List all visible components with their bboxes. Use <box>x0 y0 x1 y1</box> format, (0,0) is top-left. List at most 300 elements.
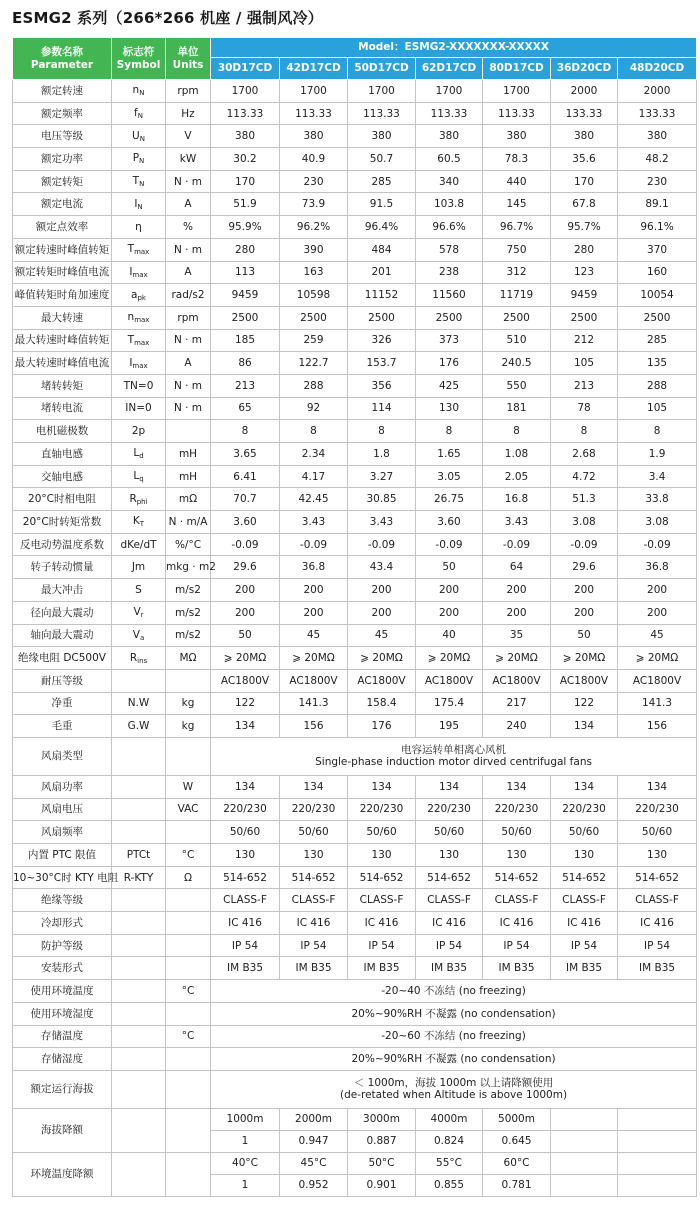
value-cell: 1700 <box>280 80 348 103</box>
temperature-derate-row <box>13 1152 697 1174</box>
symbol-cell <box>112 579 166 602</box>
value-cell: 380 <box>618 125 697 148</box>
value-cell: 50/60 <box>551 821 618 844</box>
value-cell: 16.8 <box>483 488 551 511</box>
value-cell: -0.09 <box>618 533 697 556</box>
value-cell: 2500 <box>483 306 551 329</box>
value-cell: 200 <box>618 601 697 624</box>
model-header-cell: 30D17CD <box>211 58 280 80</box>
parameter-cell: 额定转速时峰值转矩 <box>13 238 112 261</box>
value-cell: 130 <box>416 844 483 867</box>
value-cell: 50.7 <box>348 148 416 171</box>
value-cell: 73.9 <box>280 193 348 216</box>
table-row <box>13 261 697 284</box>
symbol-subscript: ins <box>137 656 148 665</box>
value-cell: 96.2% <box>280 216 348 239</box>
value-cell: 50/60 <box>280 821 348 844</box>
unit-cell: A <box>166 261 211 284</box>
value-cell: 133.33 <box>551 102 618 125</box>
value-cell: 36.8 <box>280 556 348 579</box>
table-row <box>13 125 697 148</box>
table-row <box>13 329 697 352</box>
parameter-cell: 额定转矩 <box>13 170 112 193</box>
symbol-cell <box>112 934 166 957</box>
value-cell: 175.4 <box>416 692 483 715</box>
env-value-cell: 20%~90%RH 不凝露 (no condensation) <box>211 1048 697 1071</box>
derate-value-cell: 0.781 <box>483 1174 551 1196</box>
value-cell: 380 <box>551 125 618 148</box>
value-cell: 130 <box>416 397 483 420</box>
value-cell: 45 <box>348 624 416 647</box>
value-cell: 105 <box>551 352 618 375</box>
value-cell: 50/60 <box>483 821 551 844</box>
value-cell: 2500 <box>280 306 348 329</box>
symbol-text: a <box>131 288 138 301</box>
symbol-text: L <box>133 447 140 460</box>
table-row <box>13 443 697 466</box>
derate-value-cell: 60°C <box>483 1152 551 1174</box>
parameter-cell: 反电动势温度系数 <box>13 533 112 556</box>
value-cell: 26.75 <box>416 488 483 511</box>
value-cell: 2500 <box>348 306 416 329</box>
value-cell: 29.6 <box>551 556 618 579</box>
symbol-text: S <box>135 583 142 596</box>
value-cell: 130 <box>618 844 697 867</box>
value-cell: 201 <box>348 261 416 284</box>
unit-cell: m/s2 <box>166 624 211 647</box>
value-cell: -0.09 <box>483 533 551 556</box>
symbol-text: T <box>127 333 135 346</box>
symbol-cell <box>112 1025 166 1048</box>
header-parameter <box>13 38 112 80</box>
value-cell: 50/60 <box>416 821 483 844</box>
parameter-cell: 使用环境湿度 <box>13 1002 112 1025</box>
value-cell: 380 <box>348 125 416 148</box>
fan-type-row <box>13 737 697 775</box>
value-cell: ⩾ 20MΩ <box>416 647 483 670</box>
table-row <box>13 912 697 935</box>
unit-cell <box>166 912 211 935</box>
value-cell: 390 <box>280 238 348 261</box>
symbol-text: R-KTY <box>123 871 154 884</box>
symbol-text: R <box>129 492 137 505</box>
parameter-cell: 堵转转矩 <box>13 374 112 397</box>
env-row <box>13 1025 697 1048</box>
parameter-cell: 风扇类型 <box>13 737 112 775</box>
derate-value-cell: 4000m <box>416 1108 483 1130</box>
symbol-cell <box>112 148 166 171</box>
value-cell: 35 <box>483 624 551 647</box>
value-cell: 288 <box>618 374 697 397</box>
value-cell: 4.72 <box>551 465 618 488</box>
value-cell: IP 54 <box>348 934 416 957</box>
value-cell: 134 <box>348 775 416 798</box>
value-cell: 200 <box>280 579 348 602</box>
value-cell: CLASS-F <box>618 889 697 912</box>
value-cell: 312 <box>483 261 551 284</box>
value-cell: IP 54 <box>211 934 280 957</box>
symbol-text: P <box>132 152 140 165</box>
value-cell: 134 <box>211 775 280 798</box>
symbol-subscript: N <box>139 89 145 98</box>
value-cell: 92 <box>280 397 348 420</box>
value-cell: 50 <box>211 624 280 647</box>
parameter-cell: 轴向最大震动 <box>13 624 112 647</box>
value-cell: 2500 <box>416 306 483 329</box>
symbol-cell <box>112 1108 166 1152</box>
unit-cell: °C <box>166 1025 211 1048</box>
unit-cell: mΩ <box>166 488 211 511</box>
value-cell: 1700 <box>483 80 551 103</box>
symbol-cell <box>112 1152 166 1196</box>
symbol-text: dKe/dT <box>120 538 157 551</box>
value-cell: 285 <box>348 170 416 193</box>
unit-cell <box>166 1152 211 1196</box>
value-cell: 550 <box>483 374 551 397</box>
table-row <box>13 844 697 867</box>
value-cell: IM B35 <box>551 957 618 980</box>
parameter-cell: 额定点效率 <box>13 216 112 239</box>
table-row <box>13 284 697 307</box>
parameter-cell: 绝缘等级 <box>13 889 112 912</box>
symbol-cell <box>112 102 166 125</box>
unit-cell: %/°C <box>166 533 211 556</box>
value-cell: 11719 <box>483 284 551 307</box>
symbol-text: PTCt <box>126 848 151 861</box>
table-row <box>13 533 697 556</box>
value-cell: CLASS-F <box>211 889 280 912</box>
unit-cell: N · m <box>166 238 211 261</box>
unit-cell: m/s2 <box>166 601 211 624</box>
table-row <box>13 170 697 193</box>
value-cell: 3.60 <box>211 511 280 534</box>
unit-cell: rad/s2 <box>166 284 211 307</box>
header-parameter-en: Parameter <box>30 58 94 71</box>
derate-value-cell <box>618 1130 697 1152</box>
value-cell: 156 <box>280 715 348 738</box>
value-cell: 2.05 <box>483 465 551 488</box>
derate-value-cell: 3000m <box>348 1108 416 1130</box>
value-cell: 185 <box>211 329 280 352</box>
value-cell: 340 <box>416 170 483 193</box>
value-cell: IM B35 <box>280 957 348 980</box>
table-row <box>13 889 697 912</box>
value-cell: 50/60 <box>348 821 416 844</box>
unit-cell <box>166 889 211 912</box>
value-cell: AC1800V <box>348 669 416 692</box>
table-row <box>13 624 697 647</box>
fan-type-description <box>211 737 697 775</box>
value-cell: -0.09 <box>280 533 348 556</box>
value-cell: 96.4% <box>348 216 416 239</box>
value-cell: 40 <box>416 624 483 647</box>
parameter-cell: 安装形式 <box>13 957 112 980</box>
symbol-cell <box>112 775 166 798</box>
parameter-cell: 绝缘电阻 DC500V <box>13 647 112 670</box>
symbol-cell <box>112 374 166 397</box>
parameter-cell: 耐压等级 <box>13 669 112 692</box>
value-cell: 134 <box>551 715 618 738</box>
header-symbol-en: Symbol <box>116 58 161 71</box>
value-cell: -0.09 <box>416 533 483 556</box>
value-cell: 8 <box>551 420 618 443</box>
table-row <box>13 601 697 624</box>
value-cell: 134 <box>280 775 348 798</box>
table-row <box>13 306 697 329</box>
symbol-cell <box>112 624 166 647</box>
value-cell: 3.08 <box>618 511 697 534</box>
altitude-line1: ＜ 1000m，海拔 1000m 以上请降额使用 <box>353 1077 554 1090</box>
value-cell: 1.8 <box>348 443 416 466</box>
altitude-derate-row <box>13 1108 697 1130</box>
value-cell: 380 <box>280 125 348 148</box>
header-symbol <box>112 38 166 80</box>
derate-value-cell <box>551 1130 618 1152</box>
symbol-subscript: phi <box>136 497 148 506</box>
value-cell: 170 <box>551 170 618 193</box>
unit-cell <box>166 1048 211 1071</box>
symbol-cell <box>112 669 166 692</box>
symbol-cell <box>112 329 166 352</box>
value-cell: 200 <box>416 579 483 602</box>
value-cell: 238 <box>416 261 483 284</box>
value-cell: CLASS-F <box>280 889 348 912</box>
table-row <box>13 934 697 957</box>
value-cell: 220/230 <box>348 798 416 821</box>
value-cell: 158.4 <box>348 692 416 715</box>
unit-cell: °C <box>166 980 211 1003</box>
parameter-cell: 峰值转矩时角加速度 <box>13 284 112 307</box>
value-cell: 200 <box>483 579 551 602</box>
table-row <box>13 556 697 579</box>
table-row <box>13 193 697 216</box>
symbol-cell <box>112 420 166 443</box>
unit-cell: kg <box>166 715 211 738</box>
unit-cell <box>166 669 211 692</box>
symbol-subscript: pk <box>137 293 146 302</box>
value-cell: IP 54 <box>416 934 483 957</box>
unit-cell: V <box>166 125 211 148</box>
value-cell: 50/60 <box>618 821 697 844</box>
value-cell: 51.3 <box>551 488 618 511</box>
value-cell: 514-652 <box>483 866 551 889</box>
table-row <box>13 866 697 889</box>
parameter-cell: 最大转速时峰值转矩 <box>13 329 112 352</box>
derate-value-cell: 1000m <box>211 1108 280 1130</box>
value-cell: ⩾ 20MΩ <box>551 647 618 670</box>
symbol-text: I <box>129 265 133 278</box>
value-cell: 484 <box>348 238 416 261</box>
table-row <box>13 511 697 534</box>
symbol-cell <box>112 488 166 511</box>
value-cell: 50 <box>551 624 618 647</box>
unit-cell: rpm <box>166 80 211 103</box>
symbol-text: 2p <box>131 425 146 438</box>
derate-value-cell <box>551 1174 618 1196</box>
header-symbol-cn: 标志符 <box>122 46 155 59</box>
value-cell: 285 <box>618 329 697 352</box>
table-row <box>13 148 697 171</box>
value-cell: 113.33 <box>348 102 416 125</box>
symbol-cell <box>112 1070 166 1108</box>
unit-cell: W <box>166 775 211 798</box>
value-cell: 130 <box>280 844 348 867</box>
table-row <box>13 775 697 798</box>
parameter-cell: 净重 <box>13 692 112 715</box>
value-cell: 3.65 <box>211 443 280 466</box>
env-row <box>13 1048 697 1071</box>
value-cell: 105 <box>618 397 697 420</box>
unit-cell: kg <box>166 692 211 715</box>
header-model: Model：ESMG2-XXXXXXX-XXXXX <box>211 38 697 58</box>
value-cell: 40.9 <box>280 148 348 171</box>
value-cell: 50/60 <box>211 821 280 844</box>
unit-cell: Hz <box>166 102 211 125</box>
symbol-cell <box>112 957 166 980</box>
symbol-text: f <box>134 107 138 119</box>
unit-cell: Ω <box>166 866 211 889</box>
value-cell: 176 <box>416 352 483 375</box>
value-cell: 2500 <box>211 306 280 329</box>
value-cell: 280 <box>551 238 618 261</box>
symbol-cell <box>112 238 166 261</box>
value-cell: 29.6 <box>211 556 280 579</box>
value-cell: IC 416 <box>618 912 697 935</box>
value-cell: 200 <box>551 601 618 624</box>
value-cell: 200 <box>551 579 618 602</box>
symbol-subscript: d <box>139 452 144 461</box>
derate-value-cell: 1 <box>211 1174 280 1196</box>
table-row <box>13 488 697 511</box>
value-cell: 89.1 <box>618 193 697 216</box>
fan-type-line1: 电容运转单相离心风机 <box>401 744 507 757</box>
symbol-cell <box>112 125 166 148</box>
symbol-cell <box>112 1048 166 1071</box>
value-cell: 370 <box>618 238 697 261</box>
value-cell: 240.5 <box>483 352 551 375</box>
value-cell: 288 <box>280 374 348 397</box>
unit-cell: °C <box>166 844 211 867</box>
value-cell: 213 <box>211 374 280 397</box>
parameter-cell: 风扇功率 <box>13 775 112 798</box>
value-cell: 1.08 <box>483 443 551 466</box>
symbol-text: V <box>133 606 141 619</box>
value-cell: 195 <box>416 715 483 738</box>
value-cell: 163 <box>280 261 348 284</box>
derate-value-cell: 2000m <box>280 1108 348 1130</box>
parameter-cell: 风扇电压 <box>13 798 112 821</box>
derate-value-cell <box>618 1152 697 1174</box>
value-cell: 200 <box>483 601 551 624</box>
value-cell: 113.33 <box>280 102 348 125</box>
unit-cell: mkg · m2 <box>166 556 211 579</box>
value-cell: 3.08 <box>551 511 618 534</box>
derate-value-cell: 0.887 <box>348 1130 416 1152</box>
value-cell: 220/230 <box>618 798 697 821</box>
value-cell: ⩾ 20MΩ <box>483 647 551 670</box>
header-units-en: Units <box>172 58 204 71</box>
symbol-cell <box>112 511 166 534</box>
value-cell: 135 <box>618 352 697 375</box>
value-cell: 200 <box>211 579 280 602</box>
parameter-cell: 风扇频率 <box>13 821 112 844</box>
value-cell: 3.43 <box>280 511 348 534</box>
parameter-cell: 海拔降额 <box>13 1108 112 1152</box>
value-cell: CLASS-F <box>348 889 416 912</box>
model-header-cell: 42D17CD <box>280 58 348 80</box>
parameter-cell: 额定功率 <box>13 148 112 171</box>
value-cell: 373 <box>416 329 483 352</box>
symbol-text: I <box>129 356 133 369</box>
symbol-subscript: a <box>139 633 145 642</box>
value-cell: 43.4 <box>348 556 416 579</box>
table-row <box>13 465 697 488</box>
value-cell: 122.7 <box>280 352 348 375</box>
table-row <box>13 647 697 670</box>
table-row <box>13 420 697 443</box>
value-cell: 134 <box>483 775 551 798</box>
symbol-cell <box>112 533 166 556</box>
symbol-text: K <box>132 515 140 528</box>
symbol-subscript: max <box>134 248 150 257</box>
fan-type-line2: Single-phase induction motor dirved centrifugal fans <box>315 756 592 769</box>
value-cell: 200 <box>280 601 348 624</box>
value-cell: IM B35 <box>618 957 697 980</box>
header-parameter-cn: 参数名称 <box>41 46 83 59</box>
symbol-cell <box>112 465 166 488</box>
value-cell: 133.33 <box>618 102 697 125</box>
value-cell: 113 <box>211 261 280 284</box>
parameter-cell: 20°C时相电阻 <box>13 488 112 511</box>
parameter-cell: 最大转速时峰值电流 <box>13 352 112 375</box>
value-cell: 200 <box>618 579 697 602</box>
value-cell: 2500 <box>551 306 618 329</box>
parameter-cell: 最大冲击 <box>13 579 112 602</box>
symbol-text: N.W <box>127 697 150 710</box>
symbol-cell <box>112 889 166 912</box>
symbol-subscript: q <box>139 475 144 483</box>
header-units <box>166 38 211 80</box>
symbol-cell <box>112 261 166 284</box>
parameter-cell: 内置 PTC 限值 <box>13 844 112 867</box>
derate-value-cell: 0.855 <box>416 1174 483 1196</box>
symbol-subscript: max <box>132 361 148 370</box>
parameter-cell: 直轴电感 <box>13 443 112 466</box>
table-row <box>13 374 697 397</box>
unit-cell: m/s2 <box>166 579 211 602</box>
symbol-cell <box>112 1002 166 1025</box>
value-cell: 91.5 <box>348 193 416 216</box>
model-header-cell: 50D17CD <box>348 58 416 80</box>
parameter-cell: 额定频率 <box>13 102 112 125</box>
symbol-cell <box>112 866 166 889</box>
parameter-cell: 环境温度降额 <box>13 1152 112 1196</box>
value-cell: 200 <box>211 601 280 624</box>
value-cell: 134 <box>211 715 280 738</box>
value-cell: -0.09 <box>551 533 618 556</box>
parameter-cell: 电压等级 <box>13 125 112 148</box>
table-row <box>13 692 697 715</box>
unit-cell: mH <box>166 465 211 488</box>
symbol-cell <box>112 980 166 1003</box>
env-value-cell: -20~40 不冻结 (no freezing) <box>211 980 697 1003</box>
value-cell: AC1800V <box>280 669 348 692</box>
value-cell: CLASS-F <box>551 889 618 912</box>
symbol-subscript: N <box>139 134 145 143</box>
value-cell: AC1800V <box>551 669 618 692</box>
parameter-cell: 防护等级 <box>13 934 112 957</box>
value-cell: 65 <box>211 397 280 420</box>
